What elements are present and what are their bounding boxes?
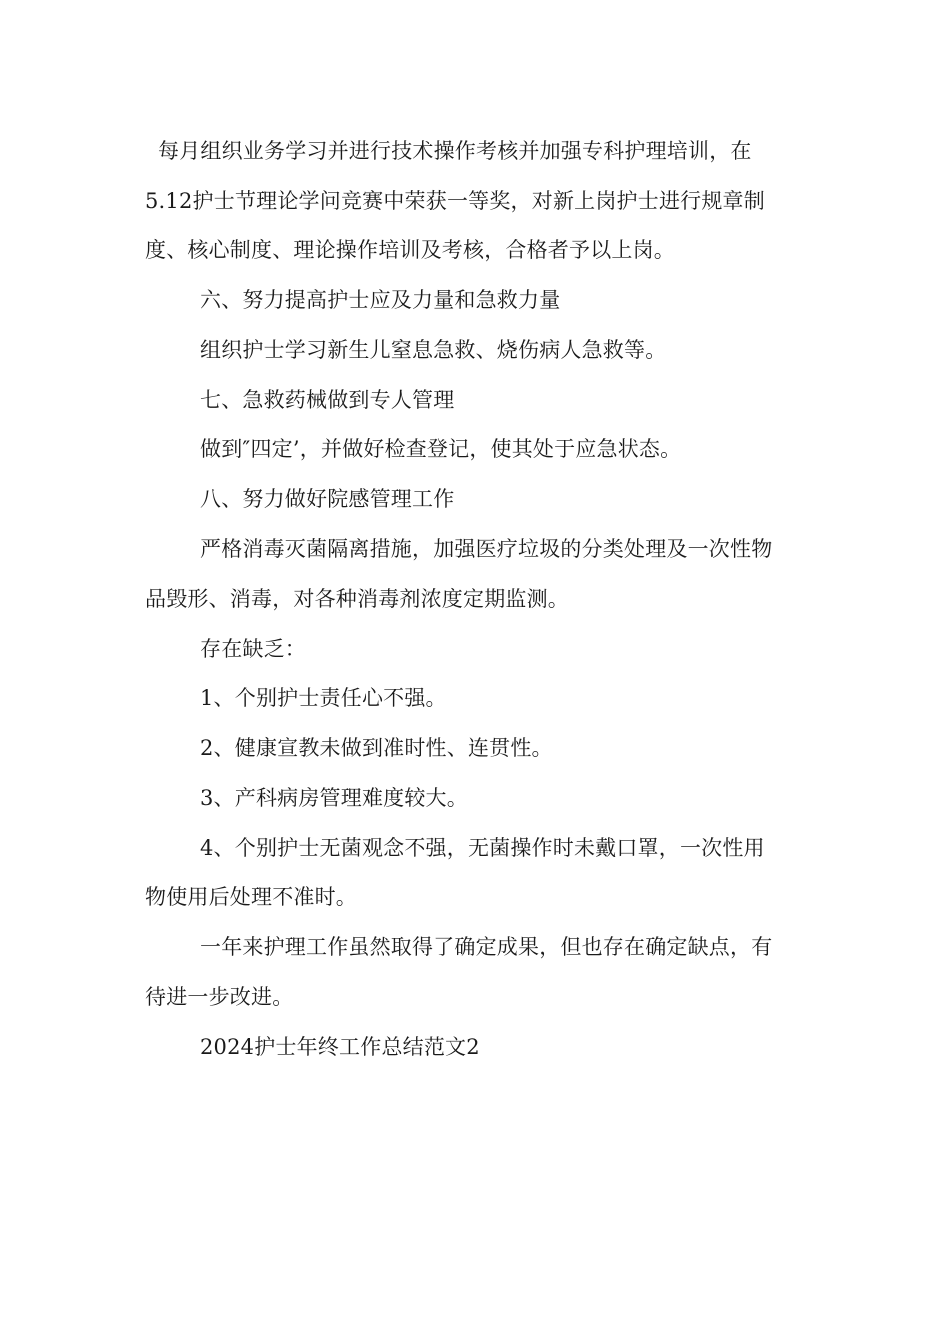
section-heading: 七、急救药械做到专人管理 (200, 388, 455, 412)
paragraph-line: 每月组织业务学习并进行技术操作考核并加强专科护理培训，在 (158, 139, 752, 163)
section-heading: 八、努力做好院感管理工作 (200, 487, 455, 511)
paragraph-line: 品毁形、消毒，对各种消毒剂浓度定期监测。 (145, 587, 569, 611)
paragraph-line: 一年来护理工作虽然取得了确定成果，但也存在确定缺点，有 (200, 935, 773, 959)
list-item: 1、个别护士责任心不强。 (200, 686, 447, 710)
paragraph-line: 做到″四定’，并做好检查登记，使其处于应急状态。 (200, 437, 682, 461)
paragraph-line: 度、核心制度、理论操作培训及考核，合格者予以上岗。 (145, 238, 675, 262)
section-heading: 存在缺乏： (200, 637, 306, 661)
paragraph-line: 组织护士学习新生儿窒息急救、烧伤病人急救等。 (200, 338, 667, 362)
paragraph-line: 严格消毒灭菌隔离措施，加强医疗垃圾的分类处理及一次性物 (200, 537, 773, 561)
paragraph-line: 待进一步改进。 (145, 985, 294, 1009)
list-item: 4、个别护士无菌观念不强，无菌操作时未戴口罩，一次性用 (200, 836, 765, 860)
section-heading: 六、努力提高护士应及力量和急救力量 (200, 288, 561, 312)
list-item: 2、健康宣教未做到准时性、连贯性。 (200, 736, 553, 760)
paragraph-line: 5.12护士节理论学问竞赛中荣获一等奖，对新上岗护士进行规章制 (145, 189, 765, 213)
list-item: 3、产科病房管理难度较大。 (200, 786, 468, 810)
document-title: 2024护士年终工作总结范文2 (200, 1035, 480, 1059)
list-item-continuation: 物使用后处理不准时。 (145, 885, 357, 909)
